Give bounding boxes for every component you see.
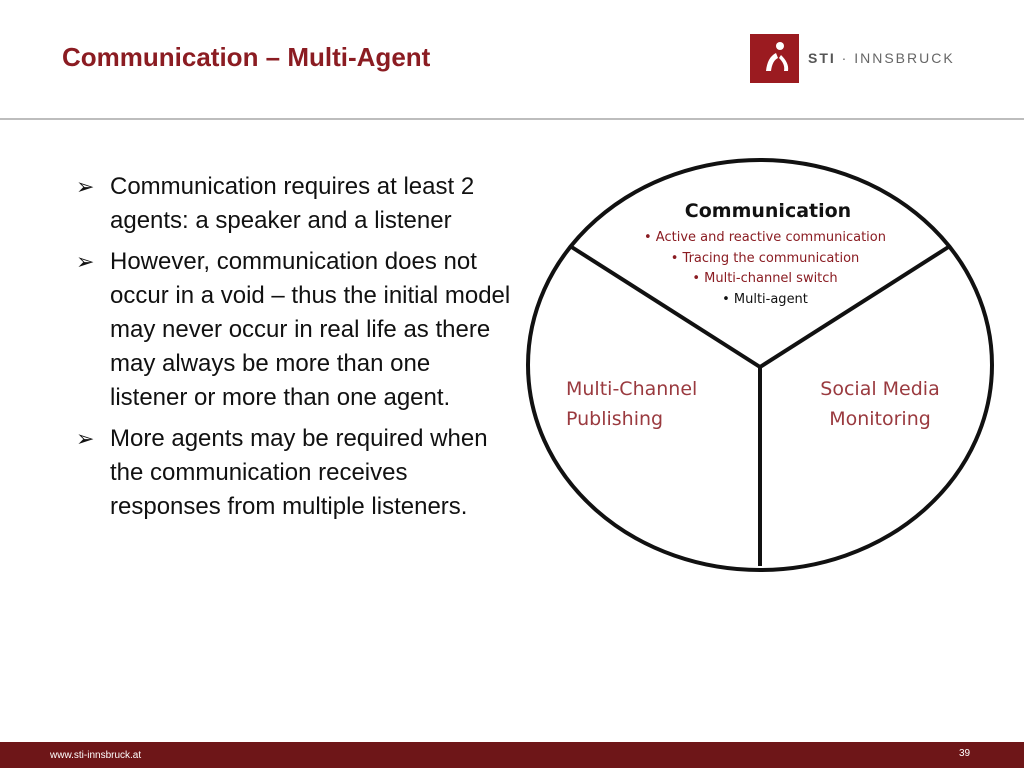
bullet-text: However, communication does not occur in a void – thus the initial model may never occur in real life as there may always be more than one listener or more than one agent. <box>110 248 511 411</box>
segment-line: Publishing <box>566 408 664 430</box>
logo-name: INNSBRUCK <box>854 50 955 66</box>
logo-brand: STI <box>808 50 836 66</box>
sti-innsbruck-logo <box>750 34 955 84</box>
slide-title: Communication – Multi-Agent <box>62 42 431 72</box>
arrow-bullet-icon: ➢ <box>76 426 95 451</box>
header-divider <box>0 118 1024 120</box>
diagram-item: • Tracing the communication <box>670 250 860 266</box>
diagram-segment-social-media-monitoring <box>800 374 960 434</box>
bullet-text: Communication requires at least 2 agents: a speaker and a listener <box>110 173 475 234</box>
bullet-list <box>72 170 512 531</box>
diagram-item: • Multi-channel switch <box>692 271 838 286</box>
bullet-item <box>72 245 512 415</box>
segment-line: Monitoring <box>829 408 931 430</box>
bullet-item <box>72 422 512 524</box>
footer-bar <box>0 742 1024 768</box>
diagram-item: • Active and reactive communication <box>644 230 886 245</box>
diagram-item-active: • Multi-agent <box>722 291 808 307</box>
sti-logo-icon <box>750 34 799 83</box>
logo-wordmark: STI · INNSBRUCK <box>808 50 955 66</box>
segment-line: Multi-Channel <box>566 378 698 400</box>
diagram-segment-multi-channel-publishing <box>566 374 697 434</box>
diagram-communication-title: Communication <box>684 200 852 222</box>
arrow-bullet-icon: ➢ <box>76 249 95 274</box>
footer-url[interactable]: www.sti-innsbruck.at <box>50 750 142 761</box>
page-number: 39 <box>959 748 971 759</box>
diagram-communication-items <box>600 228 930 310</box>
segment-line: Social Media <box>820 378 940 400</box>
arrow-bullet-icon: ➢ <box>76 174 95 199</box>
bullet-text: More agents may be required when the communication receives responses from multiple listeners. <box>110 425 488 520</box>
bullet-item <box>72 170 512 238</box>
